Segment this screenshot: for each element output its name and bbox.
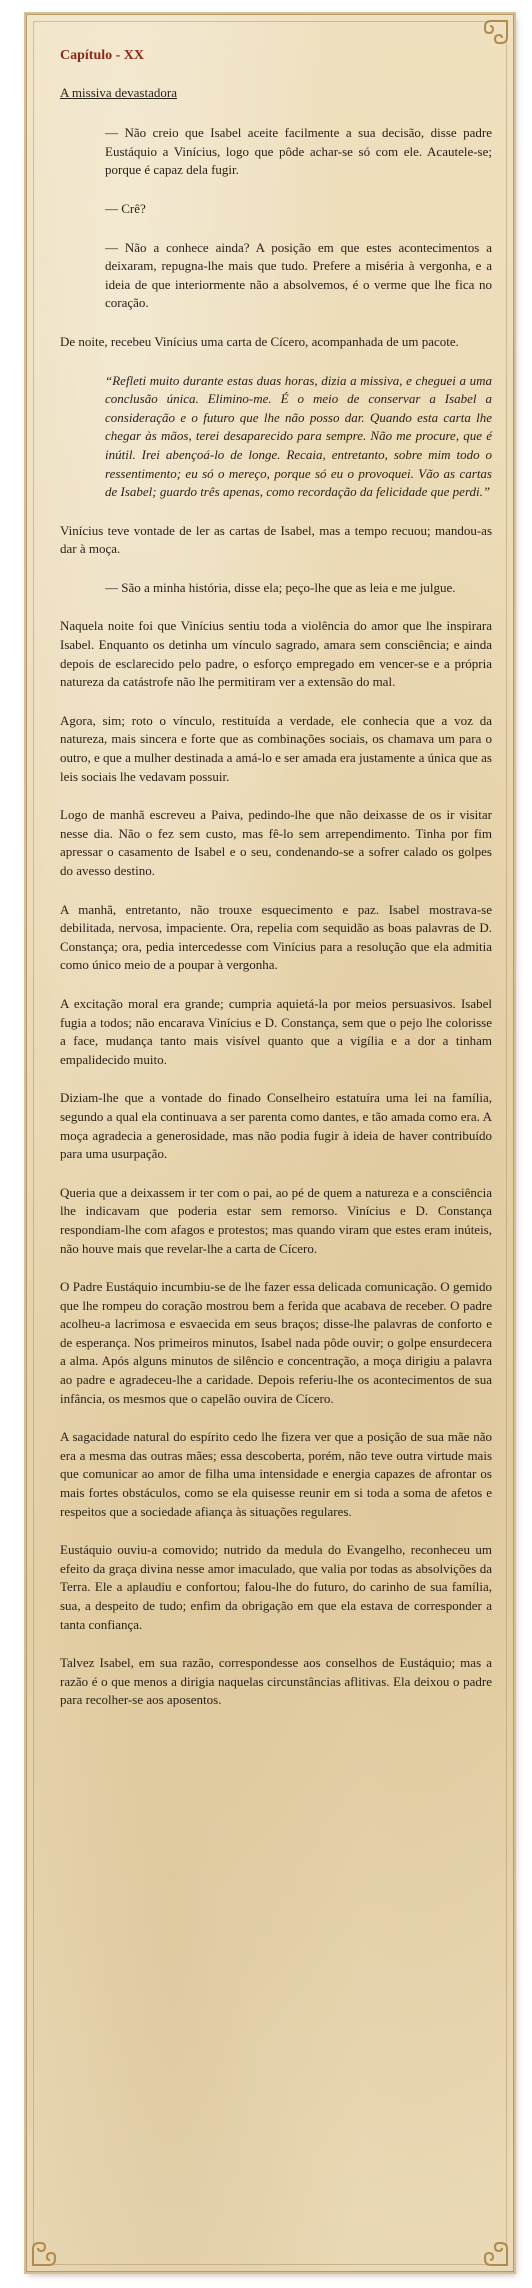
corner-ornament-bottom-left-icon: [31, 2237, 61, 2267]
paragraph: Vinícius teve vontade de ler as cartas de Isabel, mas a tempo recuou; mandou-as dar à moça.: [60, 522, 492, 557]
paragraph-dialogue: — Crê?: [105, 200, 146, 216]
paragraph: Agora, sim; roto o vínculo, restituída a verdade, ele conhecia que a voz da natureza, mais sincera e forte que as combinações sociais, os chamava um para o outro, e que a mulher destinada a amá-lo e ser amada era justamente a única que as leis sociais lhe vedavam possuir.: [60, 712, 492, 784]
paragraph-dialogue: — São a minha história, disse ela; peço-lhe que as leia e me julgue.: [105, 579, 456, 595]
paragraph: Eustáquio ouviu-a comovido; nutrido da medula do Evangelho, reconheceu um efeito da graça divina nesse amor imaculado, que valia por todas as absolvições da Terra. Ele a aplaudiu e confortou; falou-lhe do futuro, do carinho de sua família, sua, a despeito de tudo; enfim da obrigação em que ela estava de corresponder a tanta confiança.: [60, 1542, 492, 1632]
parchment-page: [26, 14, 514, 2272]
chapter-title: Capítulo - XX: [60, 48, 145, 63]
paragraph: Diziam-lhe que a vontade do finado Conselheiro estatuíra uma lei na família, segundo a qual ela continuava a ser parenta como dantes, e tão amada como era. A moça agradecia a generosidade, mas não podia fugir à ideia de haver contribuído para uma usurpação.: [60, 1090, 492, 1162]
paragraph: De noite, recebeu Vinícius uma carta de Cícero, acompanhada de um pacote.: [60, 333, 459, 349]
paragraph: Naquela noite foi que Vinícius sentiu toda a violência do amor que lhe inspirara Isabel. Enquanto os detinha um vínculo sagrado, amara sem consciência; e ainda depois de esclarecido pelo padre, o esforço empregado em vencer-se e a própria natureza da catástrofe não lhe permitiram ver a extensão do mal.: [60, 618, 492, 690]
paragraph: Logo de manhã escreveu a Paiva, pedindo-lhe que não deixasse de os ir visitar nesse dia. Não o fez sem custo, mas fê-lo sem arrependimento. Tinha por fim apressar o casamento de Isabel e o seu, condenando-se a sofrer calado os golpes do avesso destino.: [60, 807, 492, 878]
corner-ornament-top-right-icon: [479, 19, 509, 49]
paragraph: A sagacidade natural do espírito cedo lhe fizera ver que a posição de sua mãe não era a mesma das outras mães; essa descoberta, porém, não teve outra virtude mais que comunicar ao amor de filha uma intensidade e energia capazes de afrontar os mais fortes obstáculos, como se ela quisesse reunir em si toda a soma de afetos e respeitos que a sociedade afiança às situações regulares.: [60, 1429, 492, 1519]
letter-quote: “Refleti muito durante estas duas horas, dizia a missiva, e cheguei a uma conclusão única. Elimino-me. É o meio de conservar a Isabel a consideração e o futuro que lhe não posso dar. Quando esta carta lhe chegar às mãos, terei desaparecido para sempre. Não me procure, que é inútil. Irei abençoá-lo de longe. Recaia, entretanto, sobre mim todo o ressentimento; eu só o mereço, porque só eu o provoquei. Vão as cartas de Isabel; guardo três apenas, como recordação da felicidade que perdi.”: [105, 372, 492, 500]
corner-ornament-bottom-right-icon: [479, 2237, 509, 2267]
paragraph: A excitação moral era grande; cumpria aquietá-la por meios persuasivos. Isabel fugia a todos; não encarava Vinícius e D. Constança, sem que o pejo lhe colorisse a face, mudança tanto mais visível quanto que a vigília e a dor a tinham empalidecido muito.: [60, 995, 492, 1067]
paragraph-dialogue: — Não creio que Isabel aceite facilmente a sua decisão, disse padre Eustáquio a Vinícius, logo que pôde achar-se só com ele. Acautele-se; porque é capaz dela fugir.: [105, 125, 492, 178]
paragraph: Talvez Isabel, em sua razão, correspondesse aos conselhos de Eustáquio; mas a razão é o que menos a dirigia naquelas circunstâncias aflitivas. Ela deixou o padre para recolher-se aos aposentos.: [60, 1655, 492, 1708]
section-title: A missiva devastadora: [60, 84, 177, 100]
paragraph-dialogue: — Não a conhece ainda? A posição em que estes acontecimentos a deixaram, repugna-lhe mais que tudo. Prefere a miséria à vergonha, e a ideia de que interiormente não a absolvemos, é o verme que lhe fica no coração.: [105, 239, 492, 311]
paragraph: O Padre Eustáquio incumbiu-se de lhe fazer essa delicada comunicação. O gemido que lhe rompeu do coração mostrou bem a ferida que acabava de receber. O padre acolheu-a lacrimosa e esvaecida em seus braços; disse-lhe palavras de conforto e de esperança. Nos primeiros minutos, Isabel nada pôde ouvir; o golpe ensurdecera a alma. Após alguns minutos de silêncio e concentração, a moça dirigiu a palavra ao padre e agradeceu-lhe a caridade. Depois referiu-lhe os acontecimentos de sua infância, os mesmos que o capelão ouvira de Cícero.: [60, 1279, 492, 1406]
paragraph: Queria que a deixassem ir ter com o pai, ao pé de quem a natureza e a consciência lhe indicavam que poderia estar sem remorso. Vinícius e D. Constança respondiam-lhe com afagos e protestos; mas quando viram que estes eram inúteis, não houve mais que revelar-lhe a carta de Cícero.: [60, 1184, 492, 1256]
paragraph: A manhã, entretanto, não trouxe esquecimento e paz. Isabel mostrava-se debilitada, nervosa, impaciente. Ora, repelia com sequidão as boas palavras de D. Constança; ora, pedia intercedesse com Vinícius para a resolução que ela admitia como único meio de a poupar à vergonha.: [60, 901, 492, 973]
chapter-content: [60, 47, 492, 1730]
